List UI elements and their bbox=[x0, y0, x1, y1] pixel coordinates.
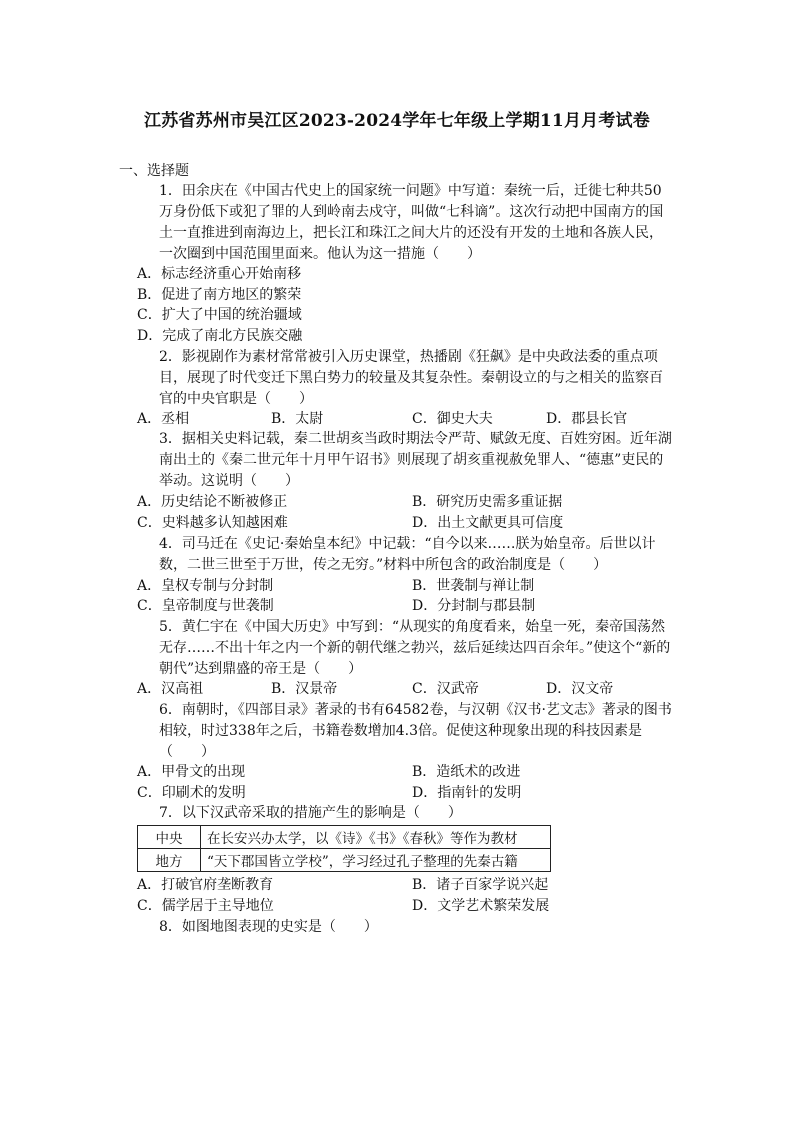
q5-option-a: A．汉高祖 bbox=[137, 681, 204, 697]
q4-option-b: B．世袭制与禅让制 bbox=[412, 578, 535, 594]
question-7-stem: 7．以下汉武帝采取的措施产生的影响是（ ） bbox=[159, 805, 462, 821]
q5-option-d: D．汉文帝 bbox=[546, 681, 614, 697]
q6-option-a: A．甲骨文的出现 bbox=[137, 764, 246, 780]
q2-option-b: B．太尉 bbox=[271, 411, 324, 427]
q2-option-c: C．御史大夫 bbox=[412, 411, 493, 427]
question-4-stem: 4．司马迁在《史记·秦始皇本纪》中记载：“自今以来……朕为始皇帝。后世以计数，二世三世至于万世，传之无穷。”材料中所包含的政治制度是（ ） bbox=[159, 536, 656, 573]
q4-option-c: C．皇帝制度与世袭制 bbox=[137, 598, 274, 614]
table-cell-level: 中央 bbox=[138, 826, 201, 849]
q7-option-c: C．儒学居于主导地位 bbox=[137, 898, 274, 914]
q6-option-b: B．造纸术的改进 bbox=[412, 764, 521, 780]
q7-option-a: A．打破官府垄断教育 bbox=[137, 877, 274, 893]
q1-option-a: A．标志经济重心开始南移 bbox=[137, 266, 302, 282]
q1-option-d: D．完成了南北方民族交融 bbox=[137, 328, 303, 344]
q6-option-c: C．印刷术的发明 bbox=[137, 785, 246, 801]
q5-option-c: C．汉武帝 bbox=[412, 681, 479, 697]
q2-option-a: A．丞相 bbox=[137, 411, 190, 427]
document-title: 江苏省苏州市吴江区2023-2024学年七年级上学期11月月考试卷 bbox=[144, 111, 650, 131]
q4-option-d: D．分封制与郡县制 bbox=[412, 598, 536, 614]
table-cell-measure: 在长安兴办太学，以《诗》《书》《春秋》等作为教材 bbox=[201, 826, 551, 849]
question-6-stem: 6．南朝时，《四部目录》著录的书有64582卷，与汉朝《汉书·艺文志》著录的图书相较，时过338年之后，书籍卷数增加4.3倍。促使这种现象出现的科技因素是（ ） bbox=[159, 702, 672, 760]
q3-option-a: A．历史结论不断被修正 bbox=[137, 494, 288, 510]
question-2-stem: 2．影视剧作为素材常常被引入历史课堂，热播剧《狂飙》是中央政法委的重点项目，展现了时代变迁下黑白势力的较量及其复杂性。秦朝设立的与之相关的监察百官的中央官职是（ ） bbox=[159, 349, 663, 407]
q3-option-b: B．研究历史需多重证据 bbox=[412, 494, 563, 510]
q4-option-a: A．皇权专制与分封制 bbox=[137, 578, 274, 594]
q1-option-c: C．扩大了中国的统治疆域 bbox=[137, 307, 302, 323]
q7-table bbox=[137, 825, 551, 872]
q1-option-b: B．促进了南方地区的繁荣 bbox=[137, 287, 302, 303]
q5-option-b: B．汉景帝 bbox=[271, 681, 338, 697]
q2-option-d: D．郡县长官 bbox=[546, 411, 628, 427]
table-row bbox=[138, 826, 551, 849]
question-8-stem: 8．如图地图表现的史实是（ ） bbox=[159, 919, 378, 935]
question-3-stem: 3．据相关史料记载，秦二世胡亥当政时期法令严苛、赋敛无度、百姓穷困。近年湖南出土的《秦二世元年十月甲午诏书》则展现了胡亥重视赦免罪人、“德惠”吏民的举动。这说明（ ） bbox=[159, 431, 672, 489]
table-cell-measure: “天下郡国皆立学校”，学习经过孔子整理的先秦古籍 bbox=[201, 849, 551, 872]
q3-option-d: D．出土文献更具可信度 bbox=[412, 515, 564, 531]
q7-option-b: B．诸子百家学说兴起 bbox=[412, 877, 549, 893]
table-cell-level: 地方 bbox=[138, 849, 201, 872]
question-1-stem: 1．田余庆在《中国古代史上的国家统一问题》中写道：秦统一后，迁徙七种共50万身份低下或犯了罪的人到岭南去戍守，叫做“七科谪”。这次行动把中国南方的国土一直推进到南海边上，把长江和珠江之间大片的还没有开发的土地和各族人民，一次圈到中国范围里面来。他认为这一措施（ ） bbox=[159, 183, 664, 262]
q6-option-d: D．指南针的发明 bbox=[412, 785, 522, 801]
section-heading: 一、选择题 bbox=[119, 163, 189, 179]
q3-option-c: C．史料越多认知越困难 bbox=[137, 515, 288, 531]
question-5-stem: 5．黄仁宇在《中国大历史》中写到：“从现实的角度看来，始皇一死，秦帝国荡然无存……不出十年之内一个新的朝代继之勃兴，兹后延续达四百余年。”使这个“新的朝代”达到鼎盛的帝王是（ ） bbox=[159, 619, 671, 677]
table-row bbox=[138, 849, 551, 872]
q7-option-d: D．文学艺术繁荣发展 bbox=[412, 898, 550, 914]
